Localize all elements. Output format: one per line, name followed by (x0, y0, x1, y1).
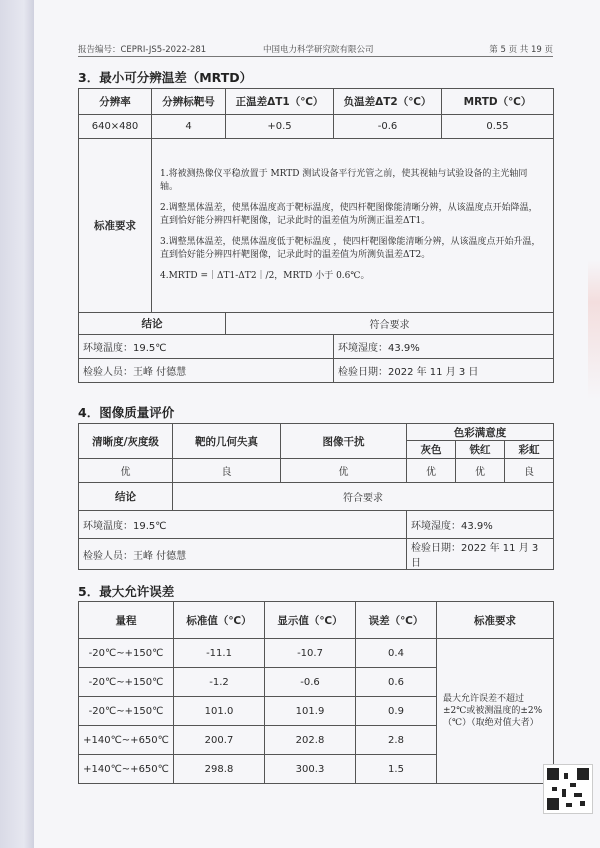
conclusion-label: 结论 (79, 313, 226, 335)
inspection-date: 检验日期：2022 年 11 月 3 日 (334, 359, 554, 383)
table-row (79, 639, 554, 668)
table-row (79, 313, 554, 335)
header-iron-red: 铁红 (456, 441, 505, 459)
value-clarity: 优 (79, 459, 173, 483)
req-step-2: 2.调整黑体温差，使黑体温度高于靶标温度，使四杆靶图像能清晰分辨，从该温度点开始降温，直到恰好能分辨四杆靶图像，记录此时的温差值为所测正温差ΔT1。 (160, 203, 538, 226)
req-label: 标准要求 (79, 139, 152, 313)
section-title-image-quality: 4．图像质量评价 (78, 405, 175, 420)
requirement-text (152, 139, 554, 313)
header-error: 误差（℃） (356, 602, 437, 639)
header-neg-temp: 负温差ΔT2（℃） (334, 89, 442, 115)
header-requirement: 标准要求 (437, 602, 554, 639)
cell-standard: 298.8 (174, 755, 265, 784)
header-rainbow: 彩虹 (505, 441, 554, 459)
header-mrtd: MRTD（℃） (442, 89, 554, 115)
cell-range: -20℃~+150℃ (79, 668, 174, 697)
value-resolution: 640×480 (79, 115, 152, 139)
binding-spine (0, 0, 34, 848)
page-number: 第 5 页 共 19 页 (489, 45, 553, 55)
cell-standard: 200.7 (174, 726, 265, 755)
page-edge-stamp (588, 260, 600, 400)
header-target: 分辨标靶号 (152, 89, 226, 115)
table-row (79, 359, 554, 383)
value-rainbow: 良 (505, 459, 554, 483)
env-humidity: 环境湿度：43.9% (407, 511, 554, 539)
value-pos-temp: +0.5 (226, 115, 334, 139)
value-interference: 优 (281, 459, 407, 483)
header-clarity: 清晰度/灰度级 (79, 424, 173, 459)
header-color-satisfaction: 色彩满意度 (407, 424, 554, 441)
value-gray: 优 (407, 459, 456, 483)
table-row (79, 115, 554, 139)
table-row (79, 424, 554, 441)
inspector: 检验人员：王峰 付德慧 (79, 359, 334, 383)
table-row (79, 89, 554, 115)
inspection-date: 检验日期：2022 年 11 月 3 日 (407, 539, 554, 570)
table-row (79, 602, 554, 639)
max-error-table (78, 601, 554, 784)
table-row (79, 511, 554, 539)
cell-display: 101.9 (265, 697, 356, 726)
header-standard: 标准值（℃） (174, 602, 265, 639)
requirement-text: 最大允许误差不超过±2℃或被测温度的±2%（℃）（取绝对值大者） (437, 639, 554, 784)
table-row (79, 335, 554, 359)
section-title-mrtd: 3．最小可分辨温差（MRTD） (78, 70, 253, 85)
header-display: 显示值（℃） (265, 602, 356, 639)
cell-error: 2.8 (356, 726, 437, 755)
header-interference: 图像干扰 (281, 424, 407, 459)
mrtd-table (78, 88, 554, 383)
cell-display: 300.3 (265, 755, 356, 784)
cell-display: -10.7 (265, 639, 356, 668)
cell-range: -20℃~+150℃ (79, 639, 174, 668)
page-header (78, 42, 553, 57)
image-quality-table (78, 423, 554, 570)
conclusion-label: 结论 (79, 483, 173, 511)
table-row (79, 483, 554, 511)
env-humidity: 环境湿度：43.9% (334, 335, 554, 359)
value-target: 4 (152, 115, 226, 139)
cell-standard: -1.2 (174, 668, 265, 697)
value-iron-red: 优 (456, 459, 505, 483)
cell-error: 0.9 (356, 697, 437, 726)
header-resolution: 分辨率 (79, 89, 152, 115)
conclusion-value: 符合要求 (173, 483, 554, 511)
header-org: 中国电力科学研究院有限公司 (263, 45, 374, 55)
value-mrtd: 0.55 (442, 115, 554, 139)
report-number: 报告编号：CEPRI-JS5-2022-281 (78, 45, 207, 55)
cell-range: +140℃~+650℃ (79, 726, 174, 755)
cell-display: -0.6 (265, 668, 356, 697)
value-neg-temp: -0.6 (334, 115, 442, 139)
cell-error: 0.6 (356, 668, 437, 697)
qr-code (543, 764, 593, 814)
section-title-max-error: 5．最大允许误差 (78, 584, 175, 599)
cell-display: 202.8 (265, 726, 356, 755)
cell-error: 1.5 (356, 755, 437, 784)
cell-range: -20℃~+150℃ (79, 697, 174, 726)
req-step-4: 4.MRTD =｜ΔT1-ΔT2｜/2，MRTD 小于 0.6℃。 (160, 271, 370, 281)
table-row (79, 139, 554, 313)
header-pos-temp: 正温差ΔT1（℃） (226, 89, 334, 115)
cell-standard: 101.0 (174, 697, 265, 726)
header-range: 量程 (79, 602, 174, 639)
table-row (79, 539, 554, 570)
table-row (79, 459, 554, 483)
header-gray: 灰色 (407, 441, 456, 459)
cell-range: +140℃~+650℃ (79, 755, 174, 784)
req-step-1: 1.将被测热像仪平稳放置于 MRTD 测试设备平行光管之前，使其视轴与试验设备的主光轴同轴。 (160, 169, 528, 192)
req-step-3: 3.调整黑体温差，使黑体温度低于靶标温度 ，使四杆靶图像能清晰分辨，从该温度点开始升温，直到恰好能分辨四杆靶图像，记录此时的温差值为所测负温差ΔT2。 (160, 237, 541, 260)
inspector: 检验人员：王峰 付德慧 (79, 539, 407, 570)
cell-error: 0.4 (356, 639, 437, 668)
value-distortion: 良 (173, 459, 281, 483)
header-distortion: 靶的几何失真 (173, 424, 281, 459)
env-temp: 环境温度：19.5℃ (79, 511, 407, 539)
cell-standard: -11.1 (174, 639, 265, 668)
conclusion-value: 符合要求 (226, 313, 554, 335)
env-temp: 环境温度：19.5℃ (79, 335, 334, 359)
